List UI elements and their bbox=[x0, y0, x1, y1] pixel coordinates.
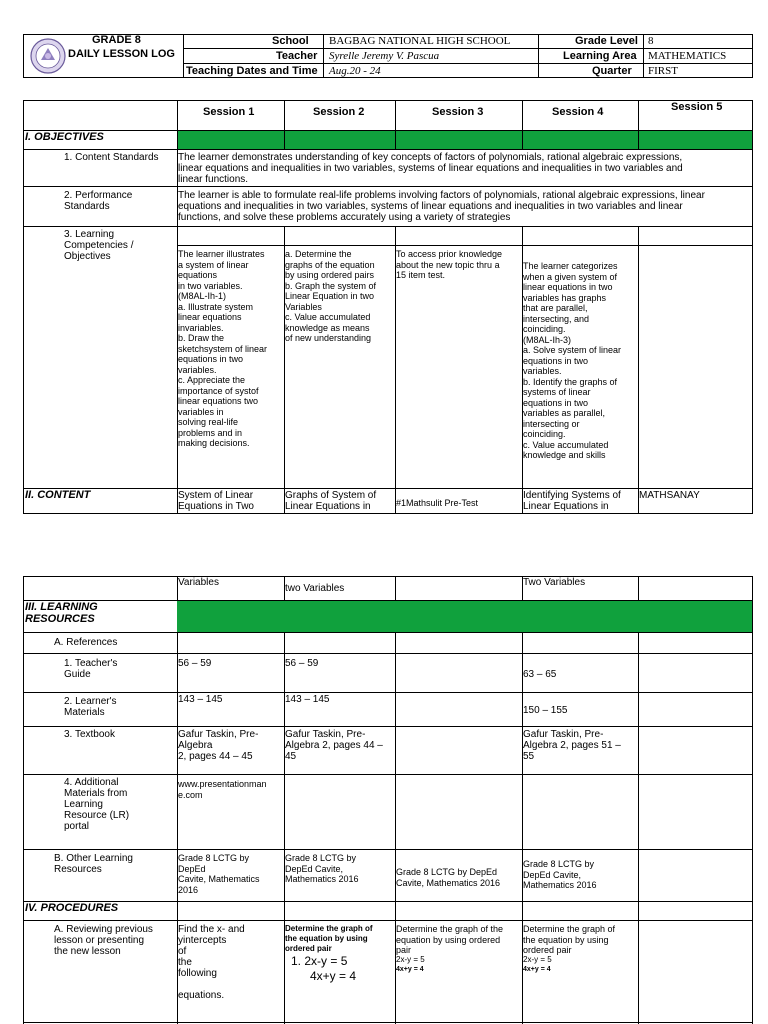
grade-level-value: 8 bbox=[648, 35, 654, 47]
continued-session-1: Variables bbox=[178, 577, 219, 588]
quarter-label: Quarter bbox=[592, 65, 632, 77]
log-title: DAILY LESSON LOG bbox=[68, 48, 175, 60]
other-resources-s3: Grade 8 LCTG by DepEd Cavite, Mathematics 2016 bbox=[396, 867, 501, 888]
textbook-s1: Gafur Taskin, Pre- Algebra 2, pages 44 – 45 bbox=[178, 729, 259, 762]
textbook-s2: Gafur Taskin, Pre- Algebra 2, pages 44 – 45 bbox=[285, 729, 383, 762]
session-5-header: Session 5 bbox=[671, 101, 723, 113]
grade-title: GRADE 8 bbox=[92, 34, 141, 46]
references-label: A. References bbox=[54, 637, 118, 648]
additional-materials-label: 4. Additional Materials from Learning Resource (LR) portal bbox=[64, 777, 130, 832]
school-label: School bbox=[272, 35, 309, 47]
content-session-3: #1Mathsulit Pre-Test bbox=[396, 498, 479, 508]
review-session-2-title: Determine the graph of the equation by using ordered pair bbox=[285, 924, 373, 953]
review-session-3-eq2: 4x+y = 4 bbox=[396, 966, 424, 973]
review-session-4-eq1: 2x-y = 5 bbox=[523, 955, 552, 964]
competencies-label: 3. Learning Competencies / Objectives bbox=[64, 229, 134, 262]
content-session-1: System of Linear Equations in Two bbox=[178, 490, 254, 512]
quarter-value: FIRST bbox=[648, 65, 678, 77]
other-resources-label: B. Other Learning Resources bbox=[54, 853, 133, 875]
teachers-guide-s4: 63 – 65 bbox=[523, 669, 557, 680]
procedures-heading: IV. PROCEDURES bbox=[25, 902, 119, 914]
teacher-label: Teacher bbox=[276, 50, 318, 62]
deped-seal-logo bbox=[30, 38, 66, 74]
competency-session-4: The learner categorizes when a given system of linear equations in two variables has graphs that are parallel, intersecting, and coinciding. (M8AL-Ih-3) a. Solve system of linear equations in two variables. b. Identify the graphs of systems of linear equations in two variables as parallel, intersecting or coinciding. c. Value accumulated knowledge and skills bbox=[523, 261, 622, 460]
teachers-guide-label: 1. Teacher's Guide bbox=[64, 658, 118, 680]
session-1-header: Session 1 bbox=[203, 106, 255, 118]
review-label: A. Reviewing previous lesson or presenting the new lesson bbox=[54, 924, 153, 957]
other-resources-s2: Grade 8 LCTG by DepEd Cavite, Mathematics 2016 bbox=[285, 853, 359, 884]
objectives-green-band bbox=[177, 130, 752, 149]
review-session-4-eq2: 4x+y = 4 bbox=[523, 966, 551, 973]
session-3-header: Session 3 bbox=[432, 106, 484, 118]
other-resources-s4: Grade 8 LCTG by DepEd Cavite, Mathematics 2016 bbox=[523, 859, 597, 890]
teachers-guide-s2: 56 – 59 bbox=[285, 658, 319, 669]
review-session-4-title: Determine the graph of the equation by using ordered pair bbox=[523, 924, 616, 955]
learning-area-value: MATHEMATICS bbox=[648, 50, 727, 62]
performance-standards-label: 2. Performance Standards bbox=[64, 190, 133, 212]
review-session-3-eq1: 2x-y = 5 bbox=[396, 955, 425, 964]
learners-materials-s1: 143 – 145 bbox=[178, 694, 223, 705]
learners-materials-s4: 150 – 155 bbox=[523, 705, 568, 716]
teachers-guide-s1: 56 – 59 bbox=[178, 658, 212, 669]
content-standards-text: The learner demonstrates understanding of key concepts of factors of polynomials, rational algebraic expressions, linear equations and inequalities in two variables, systems of linear equations and inequalities in two variables and linear functions. bbox=[178, 152, 683, 185]
review-session-3-title: Determine the graph of the equation by using ordered pair bbox=[396, 924, 504, 955]
grade-level-label: Grade Level bbox=[575, 35, 638, 47]
session-4-header: Session 4 bbox=[552, 106, 604, 118]
teacher-value: Syrelle Jeremy V. Pascua bbox=[329, 50, 440, 62]
competency-session-3: To access prior knowledge about the new topic thru a 15 item test. bbox=[396, 249, 503, 280]
learning-area-label: Learning Area bbox=[563, 50, 637, 62]
content-session-5: MATHSANAY bbox=[639, 490, 700, 501]
school-value: BAGBAG NATIONAL HIGH SCHOOL bbox=[329, 35, 511, 47]
performance-standards-text: The learner is able to formulate real-life problems involving factors of polynomials, rational algebraic expressions, linear equations and inequalities in two variables, systems of linear equations and inequalities in two variables and linear functions, and solve these problems accurately using a variety of strategies bbox=[178, 190, 705, 223]
content-standards-label: 1. Content Standards bbox=[64, 152, 159, 163]
dates-label: Teaching Dates and Time bbox=[186, 65, 318, 77]
additional-materials-s1: www.presentationman e.com bbox=[178, 779, 267, 800]
resources-green-band bbox=[177, 600, 752, 632]
content-session-4: Identifying Systems of Linear Equations in bbox=[523, 490, 621, 512]
competency-session-1: The learner illustrates a system of linear equations in two variables. (M8AL-Ih-1) a. Illustrate system linear equations invariables. b. Draw the sketchsystem of linear equations in two variables. c. Appreciate the importance of systof linear equations two variables in solving real-life problems and in making decisions. bbox=[178, 249, 268, 448]
learners-materials-s2: 143 – 145 bbox=[285, 694, 330, 705]
competency-session-2: a. Determine the graphs of the equation by using ordered pairs b. Graph the system of Linear Equation in two Variables c. Value accumulated knowledge as means of new understanding bbox=[285, 249, 377, 343]
content-heading: II. CONTENT bbox=[25, 489, 91, 501]
dates-value: Aug.20 - 24 bbox=[329, 65, 381, 77]
review-session-2-eq2: 4x+y = 4 bbox=[310, 969, 357, 983]
learners-materials-label: 2. Learner's Materials bbox=[64, 696, 117, 718]
textbook-s4: Gafur Taskin, Pre- Algebra 2, pages 51 – 55 bbox=[523, 729, 621, 762]
resources-heading: III. LEARNING RESOURCES bbox=[25, 601, 98, 625]
continued-session-2: two Variables bbox=[285, 583, 345, 594]
continued-session-4: Two Variables bbox=[523, 577, 586, 588]
other-resources-s1: Grade 8 LCTG by DepEd Cavite, Mathematics 2016 bbox=[178, 853, 260, 895]
objectives-heading: I. OBJECTIVES bbox=[25, 131, 104, 143]
content-session-2: Graphs of System of Linear Equations in bbox=[285, 490, 377, 512]
session-2-header: Session 2 bbox=[313, 106, 365, 118]
review-session-2-eq1: 1. 2x-y = 5 bbox=[291, 954, 348, 968]
textbook-label: 3. Textbook bbox=[64, 729, 115, 740]
review-session-1: Find the x- and yintercepts of the following equations. bbox=[178, 924, 245, 1001]
